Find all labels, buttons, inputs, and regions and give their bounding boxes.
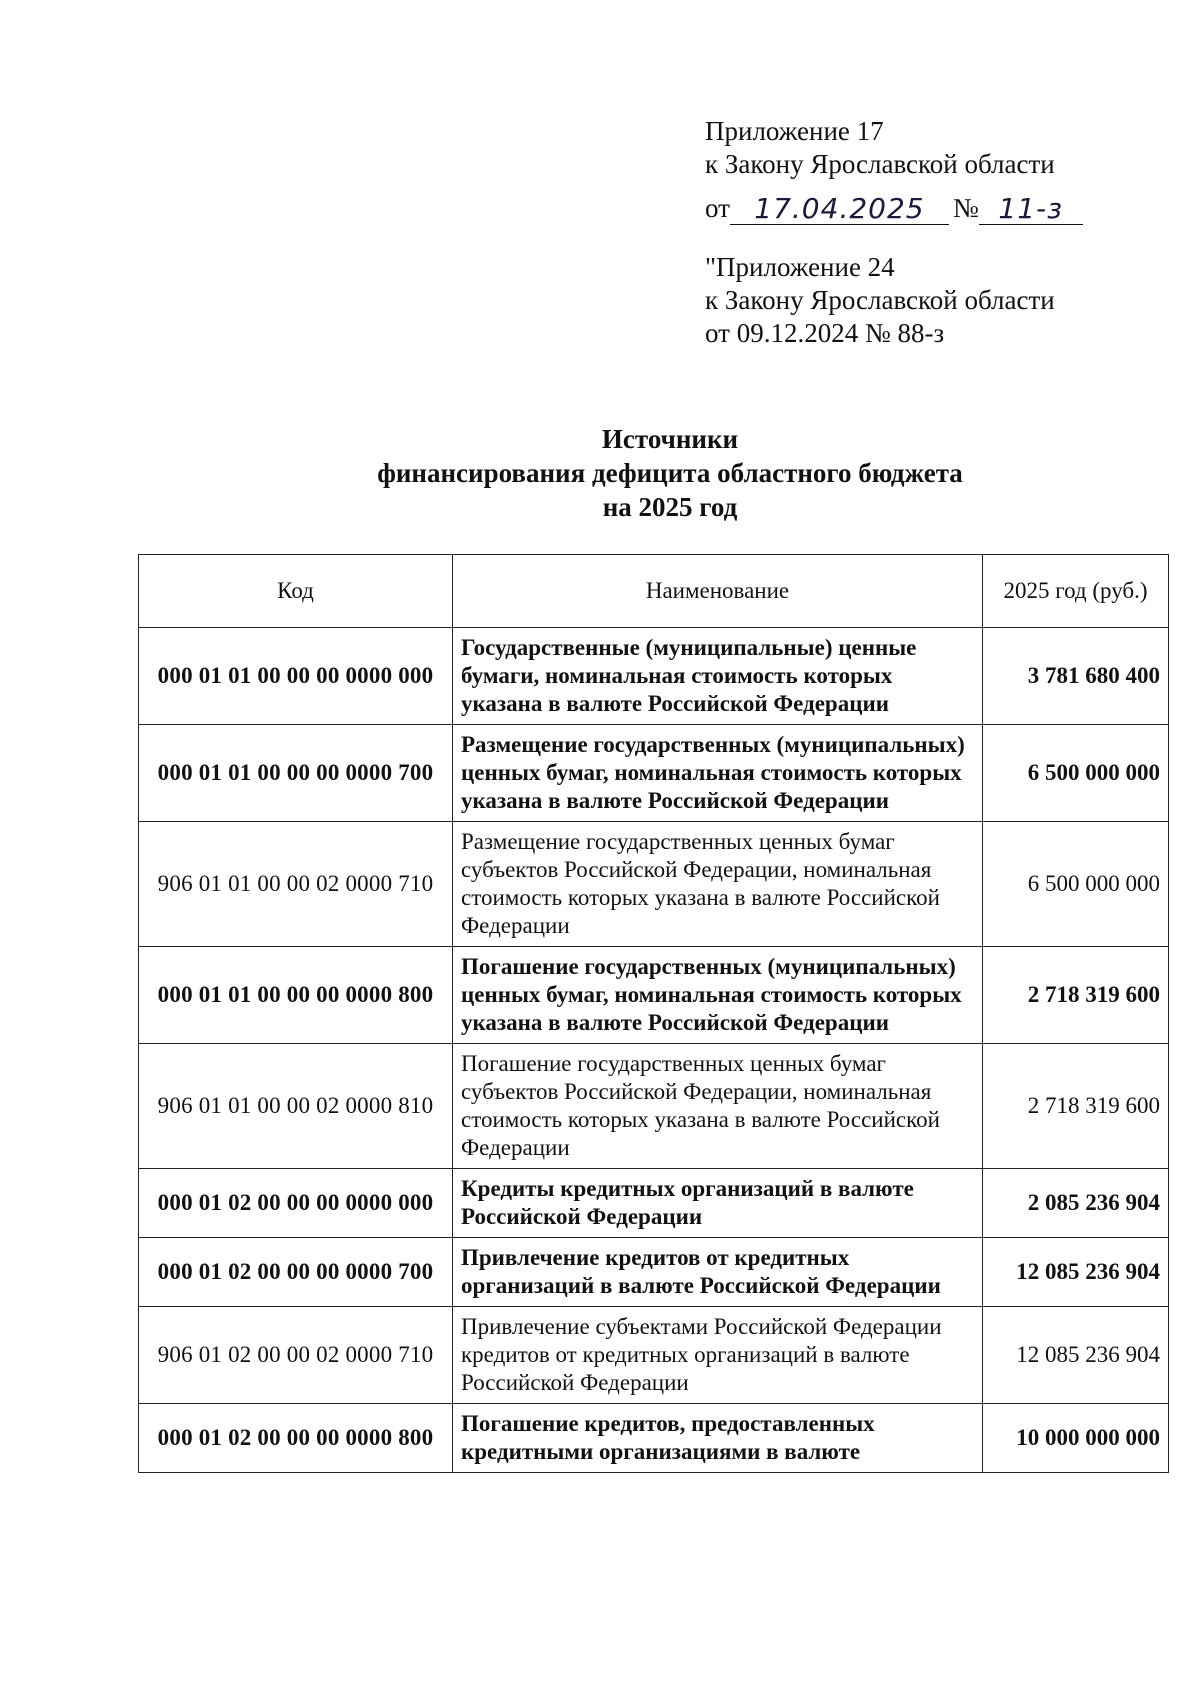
appendix-header — [705, 115, 1083, 350]
row-code: 000 01 01 00 00 00 0000 700 — [139, 725, 453, 822]
row-name: Привлечение субъектами Российской Федерации кредитов от кредитных организаций в валюте Российской Федерации — [453, 1307, 983, 1404]
appendix-line-2: к Закону Ярославской области — [705, 149, 1055, 179]
row-code: 000 01 02 00 00 00 0000 000 — [139, 1169, 453, 1238]
title-line-3: на 2025 год — [602, 492, 738, 522]
row-name: Погашение государственных (муниципальных) ценных бумаг, номинальная стоимость которых указана в валюте Российской Федерации — [453, 947, 983, 1044]
row-amount: 12 085 236 904 — [983, 1307, 1169, 1404]
row-amount: 12 085 236 904 — [983, 1238, 1169, 1307]
row-amount: 2 718 319 600 — [983, 947, 1169, 1044]
table-row — [139, 628, 1169, 725]
table-row — [139, 725, 1169, 822]
table-row — [139, 822, 1169, 947]
row-name: Привлечение кредитов от кредитных организаций в валюте Российской Федерации — [453, 1238, 983, 1307]
row-name: Размещение государственных (муниципальных) ценных бумаг, номинальная стоимость которых указана в валюте Российской Федерации — [453, 725, 983, 822]
prev-appendix-line-3: от 09.12.2024 № 88-з — [705, 318, 945, 348]
title-line-2: финансирования дефицита областного бюджета — [377, 458, 963, 488]
row-amount: 3 781 680 400 — [983, 628, 1169, 725]
document-title — [0, 422, 1200, 524]
row-amount: 2 718 319 600 — [983, 1044, 1169, 1169]
row-code: 000 01 01 00 00 00 0000 000 — [139, 628, 453, 725]
table-header-row — [139, 555, 1169, 628]
prev-appendix-line-2: к Закону Ярославской области — [705, 285, 1055, 315]
title-line-1: Источники — [601, 424, 739, 454]
prev-appendix-line-1: "Приложение 24 — [705, 252, 895, 282]
financing-sources-table — [138, 554, 1169, 1473]
row-name: Размещение государственных ценных бумаг субъектов Российской Федерации, номинальная стоимость которых указана в валюте Российской Федерации — [453, 822, 983, 947]
row-code: 906 01 01 00 00 02 0000 710 — [139, 822, 453, 947]
row-code: 000 01 02 00 00 00 0000 800 — [139, 1404, 453, 1473]
row-amount: 6 500 000 000 — [983, 822, 1169, 947]
row-name: Государственные (муниципальные) ценные бумаги, номинальная стоимость которых указана в валюте Российской Федерации — [453, 628, 983, 725]
table-row — [139, 1307, 1169, 1404]
row-code: 000 01 01 00 00 00 0000 800 — [139, 947, 453, 1044]
appendix-line-1: Приложение 17 — [705, 116, 884, 146]
table-row — [139, 1404, 1169, 1473]
table-row — [139, 1044, 1169, 1169]
table-row — [139, 947, 1169, 1044]
row-amount: 2 085 236 904 — [983, 1169, 1169, 1238]
header-code: Код — [139, 555, 453, 628]
law-date-number-line — [705, 185, 1083, 225]
handwritten-number: 11-з — [979, 194, 1083, 225]
row-code: 906 01 01 00 00 02 0000 810 — [139, 1044, 453, 1169]
header-name: Наименование — [453, 555, 983, 628]
row-name: Кредиты кредитных организаций в валюте Российской Федерации — [453, 1169, 983, 1238]
header-amount: 2025 год (руб.) — [983, 555, 1169, 628]
row-name: Погашение государственных ценных бумаг субъектов Российской Федерации, номинальная стоимость которых указана в валюте Российской Федерации — [453, 1044, 983, 1169]
row-code: 906 01 02 00 00 02 0000 710 — [139, 1307, 453, 1404]
number-sign: № — [952, 193, 979, 223]
row-code: 000 01 02 00 00 00 0000 700 — [139, 1238, 453, 1307]
date-prefix: от — [705, 193, 730, 223]
row-amount: 6 500 000 000 — [983, 725, 1169, 822]
row-amount: 10 000 000 000 — [983, 1404, 1169, 1473]
table-row — [139, 1169, 1169, 1238]
table-row — [139, 1238, 1169, 1307]
row-name: Погашение кредитов, предоставленных кредитными организациями в валюте — [453, 1404, 983, 1473]
handwritten-date: 17.04.2025 — [730, 194, 949, 225]
